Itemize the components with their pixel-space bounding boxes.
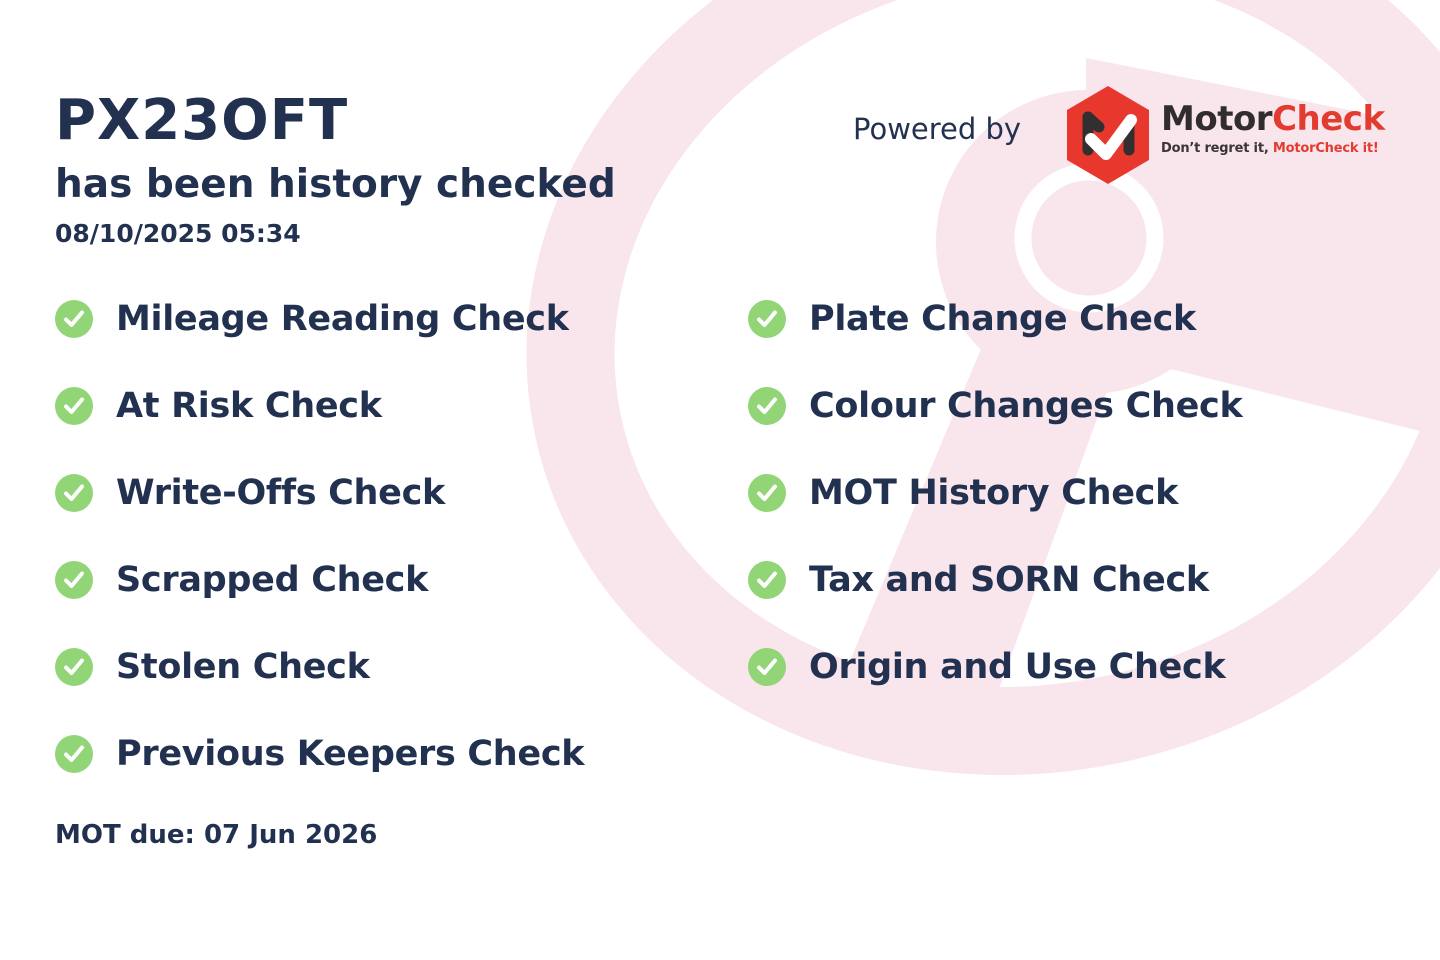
- check-icon: [748, 648, 786, 686]
- check-label: Scrapped Check: [116, 560, 429, 600]
- powered-by-label: Powered by: [853, 112, 1022, 146]
- check-label: Origin and Use Check: [809, 647, 1226, 687]
- mot-due-label: MOT due: 07 Jun 2026: [55, 820, 378, 850]
- brand-name: [1161, 101, 1440, 138]
- check-label: Stolen Check: [116, 647, 370, 687]
- check-item: [748, 471, 1178, 515]
- check-timestamp: 08/10/2025 05:34: [55, 219, 301, 248]
- check-icon: [55, 474, 93, 512]
- check-item: [748, 645, 1225, 689]
- check-label: At Risk Check: [116, 386, 382, 426]
- check-icon: [55, 300, 93, 338]
- motorcheck-logo-icon: [1063, 84, 1153, 186]
- card-subtitle: has been history checked: [55, 162, 616, 207]
- check-item: [55, 384, 382, 428]
- check-item: [748, 558, 1209, 602]
- check-item: [748, 384, 1242, 428]
- check-item: [748, 297, 1196, 341]
- brand-tagline-red: MotorCheck it!: [1272, 141, 1379, 157]
- check-icon: [748, 474, 786, 512]
- brand-name-check: Check: [1272, 99, 1385, 139]
- check-label: Previous Keepers Check: [116, 734, 585, 774]
- brand-name-motor: Motor: [1161, 99, 1273, 139]
- brand-tagline: [1161, 141, 1440, 156]
- brand-tagline-dark: Don’t regret it,: [1161, 141, 1273, 157]
- check-item: [55, 471, 445, 515]
- check-icon: [748, 561, 786, 599]
- check-label: Tax and SORN Check: [809, 560, 1209, 600]
- check-label: Colour Changes Check: [809, 386, 1243, 426]
- check-icon: [748, 300, 786, 338]
- check-label: Plate Change Check: [809, 299, 1197, 339]
- check-icon: [55, 648, 93, 686]
- registration-plate: PX23OFT: [55, 88, 349, 153]
- check-icon: [55, 735, 93, 773]
- check-label: MOT History Check: [809, 473, 1179, 513]
- check-icon: [55, 561, 93, 599]
- check-icon: [55, 387, 93, 425]
- check-item: [55, 645, 370, 689]
- check-label: Mileage Reading Check: [116, 299, 569, 339]
- brand-wordmark: [1161, 101, 1440, 156]
- check-item: [55, 297, 569, 341]
- check-icon: [748, 387, 786, 425]
- check-label: Write-Offs Check: [116, 473, 446, 513]
- check-item: [55, 558, 428, 602]
- check-item: [55, 732, 584, 776]
